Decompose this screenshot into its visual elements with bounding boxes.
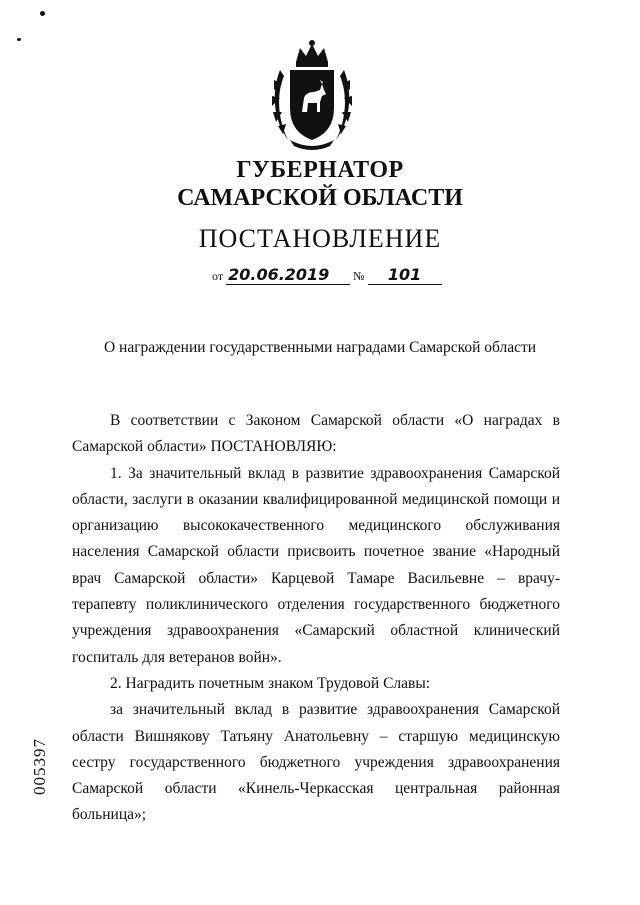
scan-speck (17, 38, 21, 41)
date-number-line (212, 265, 442, 285)
document-type: ПОСТАНОВЛЕНИЕ (198, 224, 442, 253)
registration-number: 005397 (30, 738, 49, 795)
item-2-heading: 2. Наградить почетным знаком Трудовой Славы: (110, 674, 431, 692)
document-subject: О награждении государственными наградами Самарской области (103, 339, 537, 356)
number-prefix: № (353, 269, 365, 283)
coat-of-arms-icon (266, 40, 358, 152)
date-value: 20.06.2019 (226, 265, 350, 285)
intro-paragraph: В соответствии с Законом Самарской области «О наградах в Самарской области» ПОСТАНОВЛЯЮ: (72, 412, 560, 456)
issuer-region: САМАРСКОЙ ОБЛАСТИ (177, 185, 463, 211)
issuer-title: ГУБЕРНАТОР (236, 157, 404, 183)
scan-speck (40, 11, 45, 16)
document-body (72, 408, 560, 829)
number-value: 101 (368, 265, 442, 285)
item-1-paragraph: 1. За значительный вклад в развитие здравоохранения Самарской области, заслуги в оказании квалифицированной медицинской помощи и организацию высококачественного медицинского обслуживания населения Самарской области присвоить почетное звание «Народный врач Самарской области» Карцевой Тамаре Васильевне – врачу-терапевту поликлинического отделения государственного бюджетного учреждения здравоохранения «Самарский областной клинический госпиталь для ветеранов войн». (72, 464, 560, 666)
date-prefix: от (212, 269, 224, 283)
item-2-paragraph: за значительный вклад в развитие здравоохранения Самарской области Вишнякову Татьяну Анатольевну – старшую медицинскую сестру государственного бюджетного учреждения здравоохранения Самарской области «Кинель-Черкасская центральная районная больница»; (72, 701, 560, 824)
